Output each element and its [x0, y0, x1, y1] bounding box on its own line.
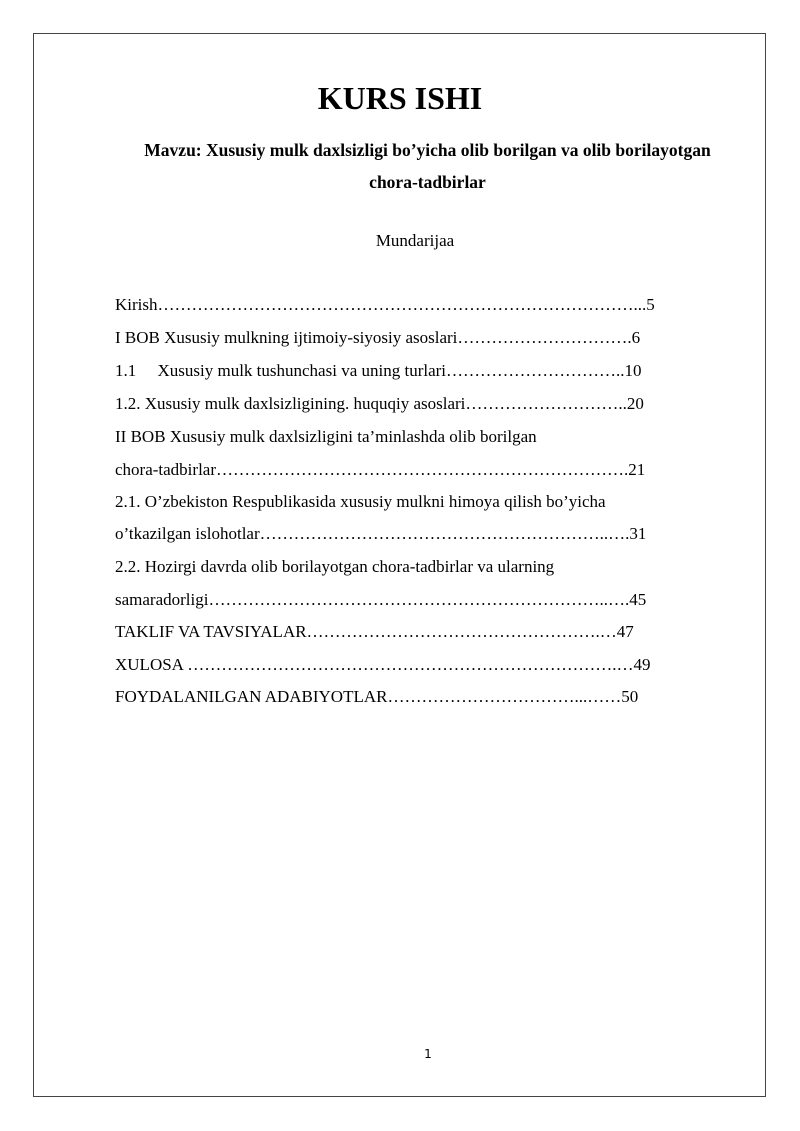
toc-entry-xulosa: XULOSA ………………………………………………………………….…49: [115, 655, 651, 674]
subject-heading: [110, 134, 745, 198]
toc-entry-taklif: TAKLIF VA TAVSIYALAR…………………………………………….…47: [115, 622, 634, 641]
toc-entry-1-1: 1.1 Xususiy mulk tushunchasi va uning turlari…………………………..10: [115, 361, 642, 380]
toc-entry-chapter-2: II BOB Xususiy mulk daxlsizligini ta’minlashda olib borilgan: [115, 427, 537, 446]
subject-line-1: Mavzu: Xususiy mulk daxlsizligi bo’yicha olib borilgan va olib borilayotgan: [144, 140, 711, 160]
subject-line-2: chora-tadbirlar: [369, 172, 486, 192]
toc-entry-2-1-cont: o’tkazilgan islohotlar……………………………………………………..….31: [115, 524, 647, 543]
toc-entry-2-1: 2.1. O’zbekiston Respublikasida xususiy mulkni himoya qilish bo’yicha: [115, 492, 606, 511]
page-number: 1: [424, 1047, 432, 1061]
toc-entry-2-2-cont: samaradorligi……………………………………………………………..….45: [115, 590, 647, 609]
toc-entry-kirish: Kirish…………………………………………………………………………...5: [115, 295, 655, 314]
toc-heading: Mundarijaa: [375, 231, 455, 250]
toc-entry-chapter-2-cont: chora-tadbirlar……………………………………………………………….21: [115, 460, 646, 479]
toc-entry-chapter-1: I BOB Xususiy mulkning ijtimoiy-siyosiy asoslari………………………….6: [115, 328, 641, 347]
toc-entry-2-2: 2.2. Hozirgi davrda olib borilayotgan chora-tadbirlar va ularning: [115, 557, 555, 576]
toc-entry-1-2: 1.2. Xususiy mulk daxlsizligining. huquqiy asoslari………………………..20: [115, 394, 644, 413]
toc-entry-adabiyotlar: FOYDALANILGAN ADABIYOTLAR……………………………...……50: [115, 687, 639, 706]
document-title: KURS ISHI: [317, 80, 483, 116]
